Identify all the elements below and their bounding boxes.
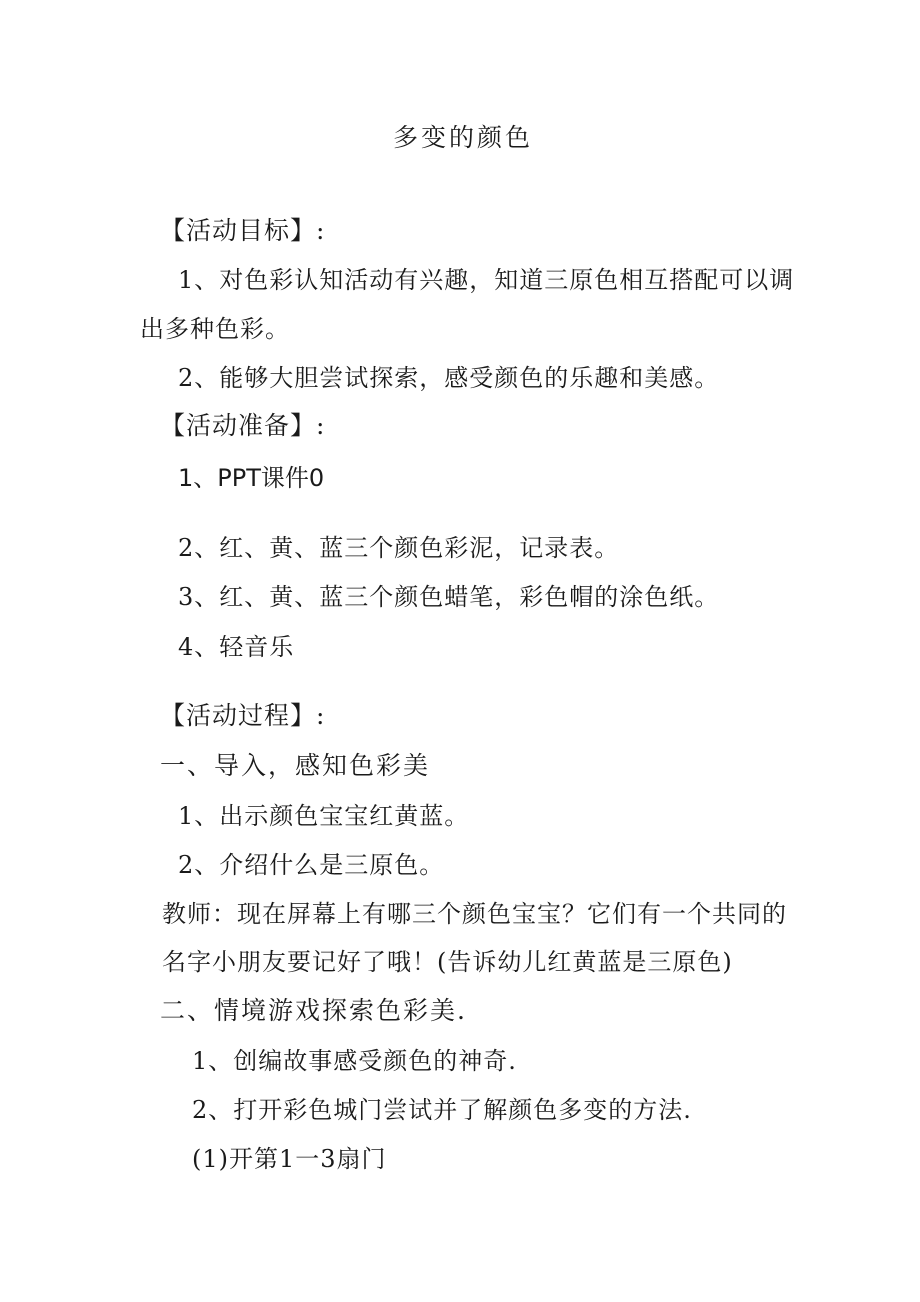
- prep-item-2: 2、红、黄、蓝三个颜色彩泥，记录表。: [178, 534, 620, 562]
- section-2-title: 二、情境游戏探索色彩美.: [160, 996, 467, 1025]
- section-1-title: 一、导入，感知色彩美: [160, 751, 431, 780]
- teacher-line-2: 名字小朋友要记好了哦！(告诉幼儿红黄蓝是三原色): [162, 948, 733, 976]
- goal-item-2: 2、能够大胆尝试探索，感受颜色的乐趣和美感。: [178, 364, 720, 392]
- section-2-item-2: 2、打开彩色城门尝试并了解颜色多变的方法.: [192, 1096, 692, 1124]
- prep-item-4: 4、轻音乐: [178, 633, 295, 661]
- section-1-item-1: 1、出示颜色宝宝红黄蓝。: [178, 802, 470, 830]
- prep-heading: 【活动准备】:: [160, 411, 326, 440]
- section-2-item-3: (1)开第1一3扇门: [192, 1145, 387, 1173]
- section-2-item-1: 1、创编故事感受颜色的神奇.: [192, 1047, 517, 1075]
- goal-item-1-line-1: 1、对色彩认知活动有兴趣，知道三原色相互搭配可以调: [178, 266, 795, 294]
- process-heading: 【活动过程】:: [160, 701, 326, 730]
- teacher-line-1: 教师：现在屏幕上有哪三个颜色宝宝？它们有一个共同的: [162, 900, 787, 928]
- section-1-item-2: 2、介绍什么是三原色。: [178, 851, 445, 879]
- goals-heading: 【活动目标】:: [160, 216, 326, 245]
- goal-item-1-line-2: 出多种色彩。: [140, 315, 290, 343]
- document-title: 多变的颜色: [393, 123, 534, 152]
- prep-item-3: 3、红、黄、蓝三个颜色蜡笔，彩色帽的涂色纸。: [178, 583, 720, 611]
- prep-item-1: 1、PPT课件0: [178, 464, 325, 492]
